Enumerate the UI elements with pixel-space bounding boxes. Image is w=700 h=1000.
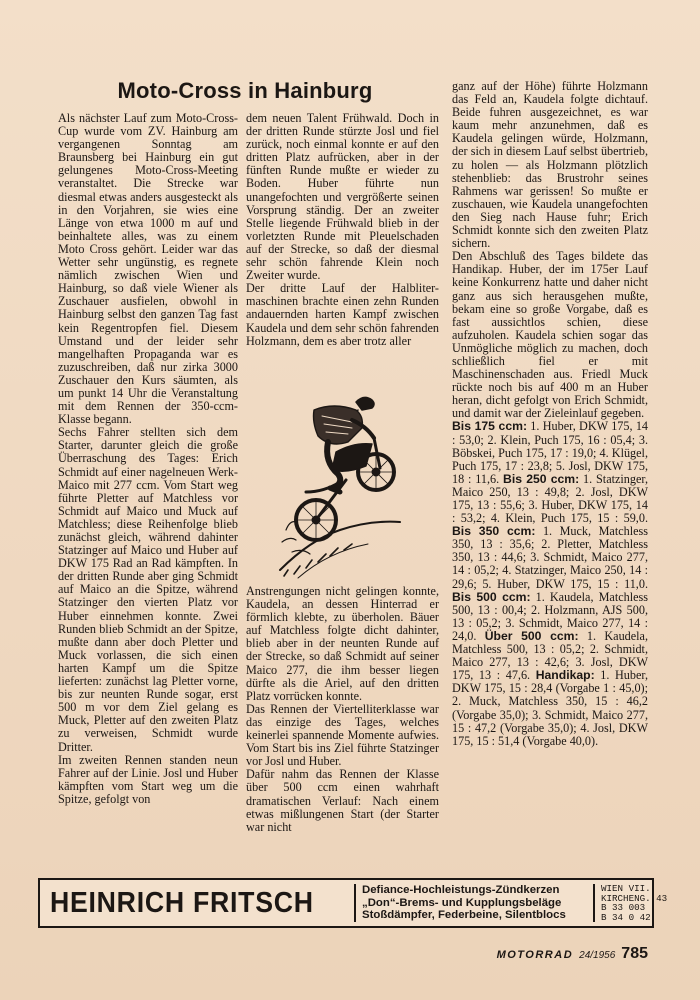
result-class-label: Bis 175 ccm:: [452, 419, 528, 434]
paragraph: Als nächster Lauf zum Moto-Cross-Cup wurde vom ZV. Hainburg am vergangenen Sonntag am Braunsberg bei Hainburg ein gut gelungenes Moto-Cross-Meeting veranstaltet. Die Strecke war diesmal etwas anders ausgesteckt als in den Vorjahren, sie wies eine Länge von etwa 1000 m auf und beinhaltete alles, was zu einem Moto Cross gehört. Leider war das Wetter sehr ungünstig, es regnete nämlich zwischen Wien und Hainburg, so daß viele Wiener als Zuschauer ausfielen, obwohl in Hainburg selbst den ganzen Tag fast kein Regentropfen fiel. Diesem Umstand und der leider sehr mangelhaften Propaganda war es zuzuschreiben, daß nur zirka 3000 Zuschauer den Kurs säumten, als um punkt 14 Uhr die Veranstaltung mit dem Rennen der 350-ccm-Klasse begann.: [58, 112, 238, 427]
article-column-3: [452, 80, 648, 896]
article-column-1: [58, 112, 238, 860]
ad-address-line: WIEN VII.: [601, 883, 651, 894]
paragraph: dem neuen Talent Frühwald. Doch in der dritten Runde stürzte Josl und fiel zurück, noch einmal konnte er auf den dritten Platz aufrücken, aber in der fünften Runde mußte er wieder zu Boden. Huber führte nun unangefochten und vergrößerte seinen Vorsprung ständig. Der an zweiter Stelle liegende Frühwald blieb in der vorletzten Runde mit Pleuelschaden auf der Strecke, so daß der diesmal sehr schön fahrende Klein noch Zweiter wurde.: [246, 111, 439, 283]
ad-address: [601, 883, 668, 923]
ad-line: Defiance-Hochleistungs-Zündkerzen: [362, 884, 560, 896]
ad-address-line: B 34 0 42: [601, 911, 651, 923]
result-text: 1. Muck, Matchless 350, 13 : 35,6; 2. Pletter, Matchless 350, 13 : 44,6; 3. Schmidt, Maico 277, 14 : 05,2; 4. Statzinger, Maico 250, 14 : 29,6; 5. Huber, DKW 175, 15 : 11,0.: [452, 524, 648, 591]
result-text: 1. Kaudela, Matchless 500, 13 : 00,4; 2. Holzmann, AJS 500, 13 : 05,2; 3. Schmidt, Maico 277, 14 : 24,0.: [452, 589, 648, 643]
result-text: 1. Huber, DKW 175, 15 : 28,4 (Vorgabe 1 : 45,0); 2. Muck, Matchless 350, 15 : 46,2 (Vorgabe 35,0); 3. Schmidt, Maico 277, 15 : 47,2 (Vorgabe 35,0); 4. Josl, DKW 175, 15 : 51,4 (Vorgabe 40,0).: [452, 668, 648, 748]
paragraph: Sechs Fahrer stellten sich dem Starter, darunter gleich die große Überraschung des Tages: Erich Schmidt auf einer nagelneuen Werk-Maico mit 277 ccm. Vom Start weg führte Pletter auf Matchless vor Schmidt auf Maico und Muck auf Matchless; diese Reihenfolge blieb zunächst gleich, während dahinter Statzinger auf Maico und Huber auf DKW 175 Rad an Rad kämpften. In der dritten Runde aber ging Schmidt auf Maico an die Spitze, während Statzinger den vierten Platz vor Huber einnehmen konnte. Zwei Runden blieb Schmidt an der Spitze, mußte dann aber doch Pletter und Muck vorlassen, die sich einen harten Kampf um die Spitze lieferten: zunächst lag Pletter vorne, bis zur neunten Runde sogar, erst 500 m vor dem Ziel gelang es Muck, Pletter auf den zweiten Platz zu verweisen, Schmidt wurde Dritter.: [58, 425, 238, 754]
page-number: 785: [621, 945, 648, 962]
paragraph: ganz auf der Höhe) führte Holzmann das Feld an, Kaudela folgte dichtauf. Beide fuhren ausgezeichnet, es war kaum mehr anzunehmen, daß es Kaudela gelingen würde, Holzmann, der sich in diesem Lauf selbst übertrieb, zu holen — als Holzmann plötzlich stehenblieb: das Brustrohr seines Rahmens war gerissen! So mußte er zuschauen, wie Kaudela unangefochten den Sieg nach Hause fuhr; Erich Schmidt konnte sich den zweiten Platz sichern.: [452, 80, 648, 251]
result-text: 1. Huber, DKW 175, 14 : 53,0; 2. Klein, Puch 175, 16 : 05,4; 3. Böbskei, Puch 175, 17 : 19,0; 4. Klügel, Puch 175, 17 : 23,8; 5. Josl, DKW 175, 18 : 11,6.: [452, 419, 648, 486]
paragraph: Anstrengungen nicht gelingen konnte, Kaudela, an dessen Hinterrad er förmlich klebte, zu überholen. Bäuer auf Matchless folgte dicht dahinter, blieb aber in der neunten Runde auf der Strecke, so daß Schmidt auf seiner Maico 277, die ihm besser liegen dürfte als die Ariel, auf den dritten Platz vorrücken konnte.: [246, 584, 439, 703]
article-column-2-bottom: [246, 585, 439, 834]
paragraph: Das Rennen der Viertelliterklasse war das einzige des Tages, welches keinerlei spannende Momente aufwies. Vom Start bis ins Ziel führte Statzinger vor Josl und Huber.: [246, 701, 439, 769]
paragraph: Im zweiten Rennen standen neun Fahrer auf der Linie. Josl und Huber kämpften vom Start weg um die Spitze, gefolgt von: [58, 752, 238, 806]
result-class-label: Handikap:: [535, 668, 595, 683]
issue-number: 24/1956: [579, 950, 616, 961]
ad-line: Stoßdämpfer, Federbeine, Silentblocs: [362, 909, 566, 922]
article-column-2-top: [246, 112, 439, 348]
motocross-rider-illustration: [278, 380, 406, 580]
race-results: [452, 420, 648, 747]
result-class-label: Bis 500 ccm:: [452, 589, 531, 604]
ad-line: „Don“-Brems- und Kupplungsbeläge: [362, 896, 562, 909]
result-text: 1. Statzinger, Maico 250, 13 : 49,8; 2. Josl, DKW 175, 13 : 55,6; 3. Huber, DKW 175, 14 : 53,2; 4. Klein, Puch 175, 15 : 59,0.: [452, 471, 648, 526]
ad-divider: [593, 884, 595, 922]
page-footer: [497, 945, 648, 963]
result-class-label: Bis 350 ccm:: [452, 524, 536, 539]
result-class-label: Über 500 ccm:: [484, 628, 579, 643]
ad-address-line: KIRCHENG. 43: [601, 892, 668, 904]
ad-divider: [354, 884, 356, 922]
magazine-name: MOTORRAD: [496, 949, 574, 961]
advertisement-box: [38, 878, 668, 928]
result-text: 1. Kaudela, Matchless 500, 13 : 05,2; 2. Schmidt, Maico 277, 13 : 42,6; 3. Josl, DKW 175, 13 : 47,6.: [452, 628, 648, 683]
article-title: Moto-Cross in Hainburg: [117, 78, 373, 103]
ad-address-line: B 33 003: [601, 902, 646, 913]
advertiser-name: HEINRICH FRITSCH: [50, 887, 314, 919]
motocross-rider-icon: [278, 380, 406, 580]
ad-product-list: [362, 884, 586, 922]
paragraph: Der dritte Lauf der Halbliter-maschinen brachte einen zehn Runden andauernden harten Kampf zwischen Kaudela und dem sehr schön fahrenden Holzmann, dem es aber trotz aller: [246, 281, 439, 348]
result-class-label: Bis 250 ccm:: [503, 471, 580, 486]
paragraph: Dafür nahm das Rennen der Klasse über 500 ccm einen wahrhaft dramatischen Verlauf: Nach einem etwas mißlungenen Start (der Starter war nicht: [246, 767, 439, 834]
paragraph: Den Abschluß des Tages bildete das Handikap. Huber, der im 175er Lauf keine Konkurrenz hatte und daher nicht ganz aus sich herausgehen mußte, bekam eine so große Vorgabe, daß es fast aussichtlos schien, diese aufzuholen. Kaudela schien sogar das Unmögliche möglich zu machen, doch schließlich fiel er mit Maschinenschaden aus. Friedl Muck rückte noch bis auf 400 m an Huber heran, dicht gefolgt von Erich Schmidt, und damit war der Zieleinlauf gegeben.: [452, 249, 648, 421]
